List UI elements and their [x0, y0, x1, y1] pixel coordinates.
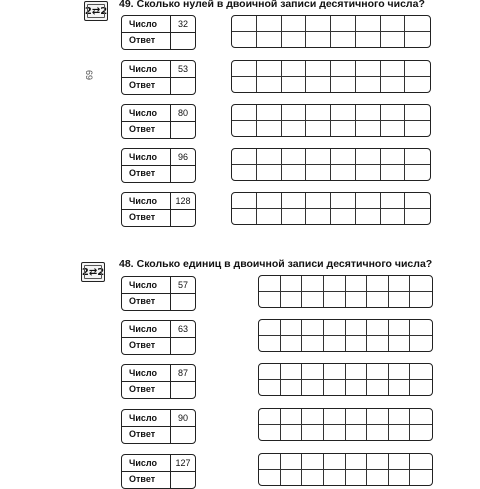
- binary-digit-cell[interactable]: [331, 77, 356, 93]
- binary-digit-cell[interactable]: [346, 425, 368, 441]
- binary-digit-grid[interactable]: [258, 363, 433, 396]
- binary-digit-cell[interactable]: [281, 380, 303, 396]
- binary-digit-grid[interactable]: [231, 60, 431, 93]
- binary-digit-cell[interactable]: [331, 16, 356, 32]
- binary-digit-cell[interactable]: [356, 193, 381, 209]
- binary-digit-cell[interactable]: [367, 320, 389, 336]
- binary-digit-cell[interactable]: [324, 425, 346, 441]
- binary-digit-cell[interactable]: [410, 470, 432, 486]
- binary-digit-cell[interactable]: [389, 454, 411, 470]
- binary-digit-cell[interactable]: [306, 32, 331, 48]
- binary-digit-cell[interactable]: [324, 409, 346, 425]
- number-value: 127: [175, 458, 191, 468]
- binary-digit-cell[interactable]: [281, 454, 303, 470]
- number-label: Число: [129, 413, 157, 423]
- binary-digit-cell[interactable]: [331, 32, 356, 48]
- section-badge-48: 2⇄2: [81, 262, 105, 282]
- binary-digit-cell[interactable]: [389, 409, 411, 425]
- number-value: 128: [175, 196, 191, 206]
- binary-digit-cell[interactable]: [381, 209, 406, 225]
- binary-digit-cell[interactable]: [331, 165, 356, 181]
- binary-digit-cell[interactable]: [306, 121, 331, 137]
- binary-digit-cell[interactable]: [405, 165, 430, 181]
- binary-digit-cell[interactable]: [232, 32, 257, 48]
- binary-digit-cell[interactable]: [389, 276, 411, 292]
- binary-digit-cell[interactable]: [367, 409, 389, 425]
- task-heading-48: [119, 258, 432, 270]
- binary-digit-cell[interactable]: [281, 292, 303, 308]
- binary-digit-cell[interactable]: [389, 320, 411, 336]
- number-answer-table: [121, 409, 196, 444]
- number-answer-table: [121, 276, 196, 311]
- binary-digit-cell[interactable]: [302, 380, 324, 396]
- binary-digit-cell[interactable]: [259, 454, 281, 470]
- binary-digit-grid[interactable]: [258, 275, 433, 308]
- binary-digit-cell[interactable]: [346, 380, 368, 396]
- binary-digit-cell[interactable]: [405, 193, 430, 209]
- binary-digit-cell[interactable]: [259, 292, 281, 308]
- binary-digit-cell[interactable]: [281, 276, 303, 292]
- binary-digit-cell[interactable]: [302, 454, 324, 470]
- binary-digit-cell[interactable]: [282, 32, 307, 48]
- binary-digit-cell[interactable]: [259, 425, 281, 441]
- binary-digit-cell[interactable]: [381, 193, 406, 209]
- binary-digit-cell[interactable]: [257, 16, 282, 32]
- binary-digit-cell[interactable]: [282, 77, 307, 93]
- binary-digit-cell[interactable]: [410, 336, 432, 352]
- binary-digit-cell[interactable]: [410, 276, 432, 292]
- binary-digit-cell[interactable]: [257, 149, 282, 165]
- binary-digit-cell[interactable]: [405, 149, 430, 165]
- binary-digit-grid[interactable]: [231, 15, 431, 48]
- binary-digit-cell[interactable]: [346, 409, 368, 425]
- binary-digit-cell[interactable]: [306, 61, 331, 77]
- number-answer-table: [121, 60, 196, 95]
- number-label: Число: [129, 458, 157, 468]
- binary-digit-cell[interactable]: [410, 454, 432, 470]
- binary-digit-cell[interactable]: [331, 149, 356, 165]
- answer-label: Ответ: [129, 384, 156, 394]
- binary-digit-cell[interactable]: [257, 121, 282, 137]
- binary-digit-cell[interactable]: [324, 364, 346, 380]
- binary-digit-cell[interactable]: [346, 454, 368, 470]
- binary-digit-cell[interactable]: [324, 380, 346, 396]
- number-label: Число: [129, 152, 157, 162]
- binary-digit-cell[interactable]: [389, 470, 411, 486]
- binary-digit-cell[interactable]: [306, 165, 331, 181]
- number-answer-table: [121, 15, 196, 50]
- binary-digit-cell[interactable]: [302, 276, 324, 292]
- binary-digit-cell[interactable]: [302, 409, 324, 425]
- binary-digit-cell[interactable]: [331, 209, 356, 225]
- binary-digit-cell[interactable]: [389, 292, 411, 308]
- binary-digit-cell[interactable]: [306, 16, 331, 32]
- binary-digit-cell[interactable]: [232, 105, 257, 121]
- binary-digit-cell[interactable]: [259, 409, 281, 425]
- binary-digit-cell[interactable]: [389, 425, 411, 441]
- binary-digit-cell[interactable]: [282, 16, 307, 32]
- binary-digit-cell[interactable]: [389, 380, 411, 396]
- binary-digit-cell[interactable]: [282, 165, 307, 181]
- binary-digit-cell[interactable]: [331, 61, 356, 77]
- number-answer-table: [121, 454, 196, 489]
- binary-digit-cell[interactable]: [381, 165, 406, 181]
- number-value: 32: [177, 19, 188, 29]
- number-label: Число: [129, 19, 157, 29]
- binary-digit-cell[interactable]: [346, 364, 368, 380]
- binary-digit-cell[interactable]: [302, 320, 324, 336]
- binary-digit-cell[interactable]: [367, 336, 389, 352]
- binary-digit-cell[interactable]: [257, 193, 282, 209]
- binary-digit-cell[interactable]: [306, 77, 331, 93]
- binary-digit-cell[interactable]: [281, 364, 303, 380]
- margin-note: 69: [84, 69, 95, 81]
- binary-digit-cell[interactable]: [302, 364, 324, 380]
- binary-digit-cell[interactable]: [405, 77, 430, 93]
- binary-digit-cell[interactable]: [281, 425, 303, 441]
- binary-digit-cell[interactable]: [346, 336, 368, 352]
- binary-digit-cell[interactable]: [324, 320, 346, 336]
- number-label: Число: [129, 368, 157, 378]
- number-label: Число: [129, 324, 157, 334]
- binary-digit-cell[interactable]: [232, 61, 257, 77]
- binary-digit-cell[interactable]: [302, 336, 324, 352]
- binary-digit-cell[interactable]: [257, 105, 282, 121]
- binary-digit-cell[interactable]: [367, 292, 389, 308]
- answer-label: Ответ: [129, 429, 156, 439]
- binary-digit-cell[interactable]: [381, 105, 406, 121]
- number-value: 87: [177, 368, 188, 378]
- binary-digit-cell[interactable]: [302, 292, 324, 308]
- binary-digit-cell[interactable]: [410, 425, 432, 441]
- binary-digit-cell[interactable]: [259, 336, 281, 352]
- binary-digit-cell[interactable]: [346, 320, 368, 336]
- number-label: Число: [129, 196, 157, 206]
- binary-digit-cell[interactable]: [232, 209, 257, 225]
- binary-digit-cell[interactable]: [356, 149, 381, 165]
- task-number: 48.: [119, 258, 134, 270]
- binary-digit-cell[interactable]: [405, 32, 430, 48]
- binary-digit-cell[interactable]: [331, 193, 356, 209]
- binary-digit-grid[interactable]: [231, 104, 431, 137]
- binary-digit-cell[interactable]: [405, 61, 430, 77]
- task-number: 49.: [119, 0, 134, 10]
- binary-digit-cell[interactable]: [410, 364, 432, 380]
- number-label: Число: [129, 108, 157, 118]
- binary-digit-cell[interactable]: [346, 292, 368, 308]
- number-value: 80: [177, 108, 188, 118]
- binary-digit-cell[interactable]: [324, 336, 346, 352]
- binary-digit-cell[interactable]: [281, 336, 303, 352]
- binary-digit-cell[interactable]: [324, 470, 346, 486]
- binary-digit-cell[interactable]: [281, 409, 303, 425]
- binary-digit-cell[interactable]: [232, 77, 257, 93]
- binary-digit-cell[interactable]: [356, 121, 381, 137]
- number-label: Число: [129, 64, 157, 74]
- number-value: 63: [177, 324, 188, 334]
- binary-digit-grid[interactable]: [231, 192, 431, 225]
- binary-digit-cell[interactable]: [356, 16, 381, 32]
- binary-digit-cell[interactable]: [257, 209, 282, 225]
- binary-digit-cell[interactable]: [356, 77, 381, 93]
- binary-digit-cell[interactable]: [381, 32, 406, 48]
- binary-digit-cell[interactable]: [367, 425, 389, 441]
- binary-digit-cell[interactable]: [281, 320, 303, 336]
- binary-digit-cell[interactable]: [306, 149, 331, 165]
- binary-digit-cell[interactable]: [232, 121, 257, 137]
- binary-digit-cell[interactable]: [282, 149, 307, 165]
- binary-digit-cell[interactable]: [356, 165, 381, 181]
- binary-digit-cell[interactable]: [259, 320, 281, 336]
- binary-digit-cell[interactable]: [346, 470, 368, 486]
- binary-digit-cell[interactable]: [281, 470, 303, 486]
- binary-digit-cell[interactable]: [306, 193, 331, 209]
- answer-label: Ответ: [129, 212, 156, 222]
- answer-label: Ответ: [129, 168, 156, 178]
- answer-label: Ответ: [129, 340, 156, 350]
- number-answer-table: [121, 104, 196, 139]
- binary-digit-cell[interactable]: [405, 105, 430, 121]
- binary-digit-cell[interactable]: [232, 16, 257, 32]
- binary-digit-cell[interactable]: [381, 16, 406, 32]
- binary-digit-cell[interactable]: [257, 61, 282, 77]
- binary-digit-cell[interactable]: [257, 165, 282, 181]
- binary-digit-cell[interactable]: [405, 121, 430, 137]
- task-heading-49: [119, 0, 425, 10]
- binary-digit-cell[interactable]: [389, 364, 411, 380]
- binary-digit-cell[interactable]: [282, 209, 307, 225]
- binary-digit-cell[interactable]: [259, 276, 281, 292]
- number-value: 53: [177, 64, 188, 74]
- answer-label: Ответ: [129, 35, 156, 45]
- binary-digit-cell[interactable]: [367, 276, 389, 292]
- binary-digit-cell[interactable]: [356, 105, 381, 121]
- answer-label: Ответ: [129, 474, 156, 484]
- binary-digit-cell[interactable]: [232, 193, 257, 209]
- binary-digit-cell[interactable]: [331, 105, 356, 121]
- binary-digit-cell[interactable]: [282, 105, 307, 121]
- binary-digit-cell[interactable]: [259, 364, 281, 380]
- number-label: Число: [129, 280, 157, 290]
- binary-digit-cell[interactable]: [381, 61, 406, 77]
- binary-digit-cell[interactable]: [410, 380, 432, 396]
- binary-digit-cell[interactable]: [381, 121, 406, 137]
- binary-digit-cell[interactable]: [405, 209, 430, 225]
- binary-digit-cell[interactable]: [356, 209, 381, 225]
- number-value: 90: [177, 413, 188, 423]
- binary-digit-cell[interactable]: [356, 61, 381, 77]
- binary-digit-cell[interactable]: [389, 336, 411, 352]
- binary-digit-cell[interactable]: [367, 380, 389, 396]
- binary-digit-cell[interactable]: [306, 105, 331, 121]
- answer-label: Ответ: [129, 80, 156, 90]
- binary-digit-cell[interactable]: [232, 149, 257, 165]
- binary-digit-cell[interactable]: [324, 276, 346, 292]
- binary-digit-cell[interactable]: [410, 320, 432, 336]
- binary-digit-cell[interactable]: [410, 409, 432, 425]
- binary-digit-cell[interactable]: [367, 364, 389, 380]
- binary-digit-cell[interactable]: [324, 454, 346, 470]
- number-value: 57: [177, 280, 188, 290]
- binary-digit-cell[interactable]: [367, 470, 389, 486]
- binary-digit-cell[interactable]: [367, 454, 389, 470]
- binary-digit-cell[interactable]: [356, 32, 381, 48]
- binary-digit-cell[interactable]: [302, 425, 324, 441]
- binary-digit-cell[interactable]: [306, 209, 331, 225]
- task-title: Сколько единиц в двоичной записи десятичного числа?: [136, 258, 433, 270]
- binary-digit-cell[interactable]: [257, 32, 282, 48]
- binary-digit-cell[interactable]: [381, 77, 406, 93]
- number-answer-table: [121, 148, 196, 183]
- binary-digit-cell[interactable]: [282, 61, 307, 77]
- binary-digit-cell[interactable]: [405, 16, 430, 32]
- binary-digit-grid[interactable]: [258, 319, 433, 352]
- binary-digit-cell[interactable]: [381, 149, 406, 165]
- number-answer-table: [121, 320, 196, 355]
- binary-digit-cell[interactable]: [282, 193, 307, 209]
- binary-digit-cell[interactable]: [282, 121, 307, 137]
- binary-digit-cell[interactable]: [346, 276, 368, 292]
- binary-digit-cell[interactable]: [410, 292, 432, 308]
- number-value: 96: [177, 152, 188, 162]
- answer-label: Ответ: [129, 124, 156, 134]
- binary-digit-grid[interactable]: [258, 408, 433, 441]
- binary-digit-grid[interactable]: [258, 453, 433, 486]
- number-answer-table: [121, 192, 196, 227]
- binary-digit-cell[interactable]: [331, 121, 356, 137]
- binary-digit-grid[interactable]: [231, 148, 431, 181]
- task-title: Сколько нулей в двоичной записи десятичного числа?: [136, 0, 425, 10]
- binary-digit-cell[interactable]: [232, 165, 257, 181]
- section-badge-49: 2⇄2: [84, 1, 108, 21]
- binary-digit-cell[interactable]: [259, 470, 281, 486]
- binary-digit-cell[interactable]: [324, 292, 346, 308]
- binary-digit-cell[interactable]: [257, 77, 282, 93]
- binary-digit-cell[interactable]: [302, 470, 324, 486]
- binary-digit-cell[interactable]: [259, 380, 281, 396]
- number-answer-table: [121, 364, 196, 399]
- answer-label: Ответ: [129, 296, 156, 306]
